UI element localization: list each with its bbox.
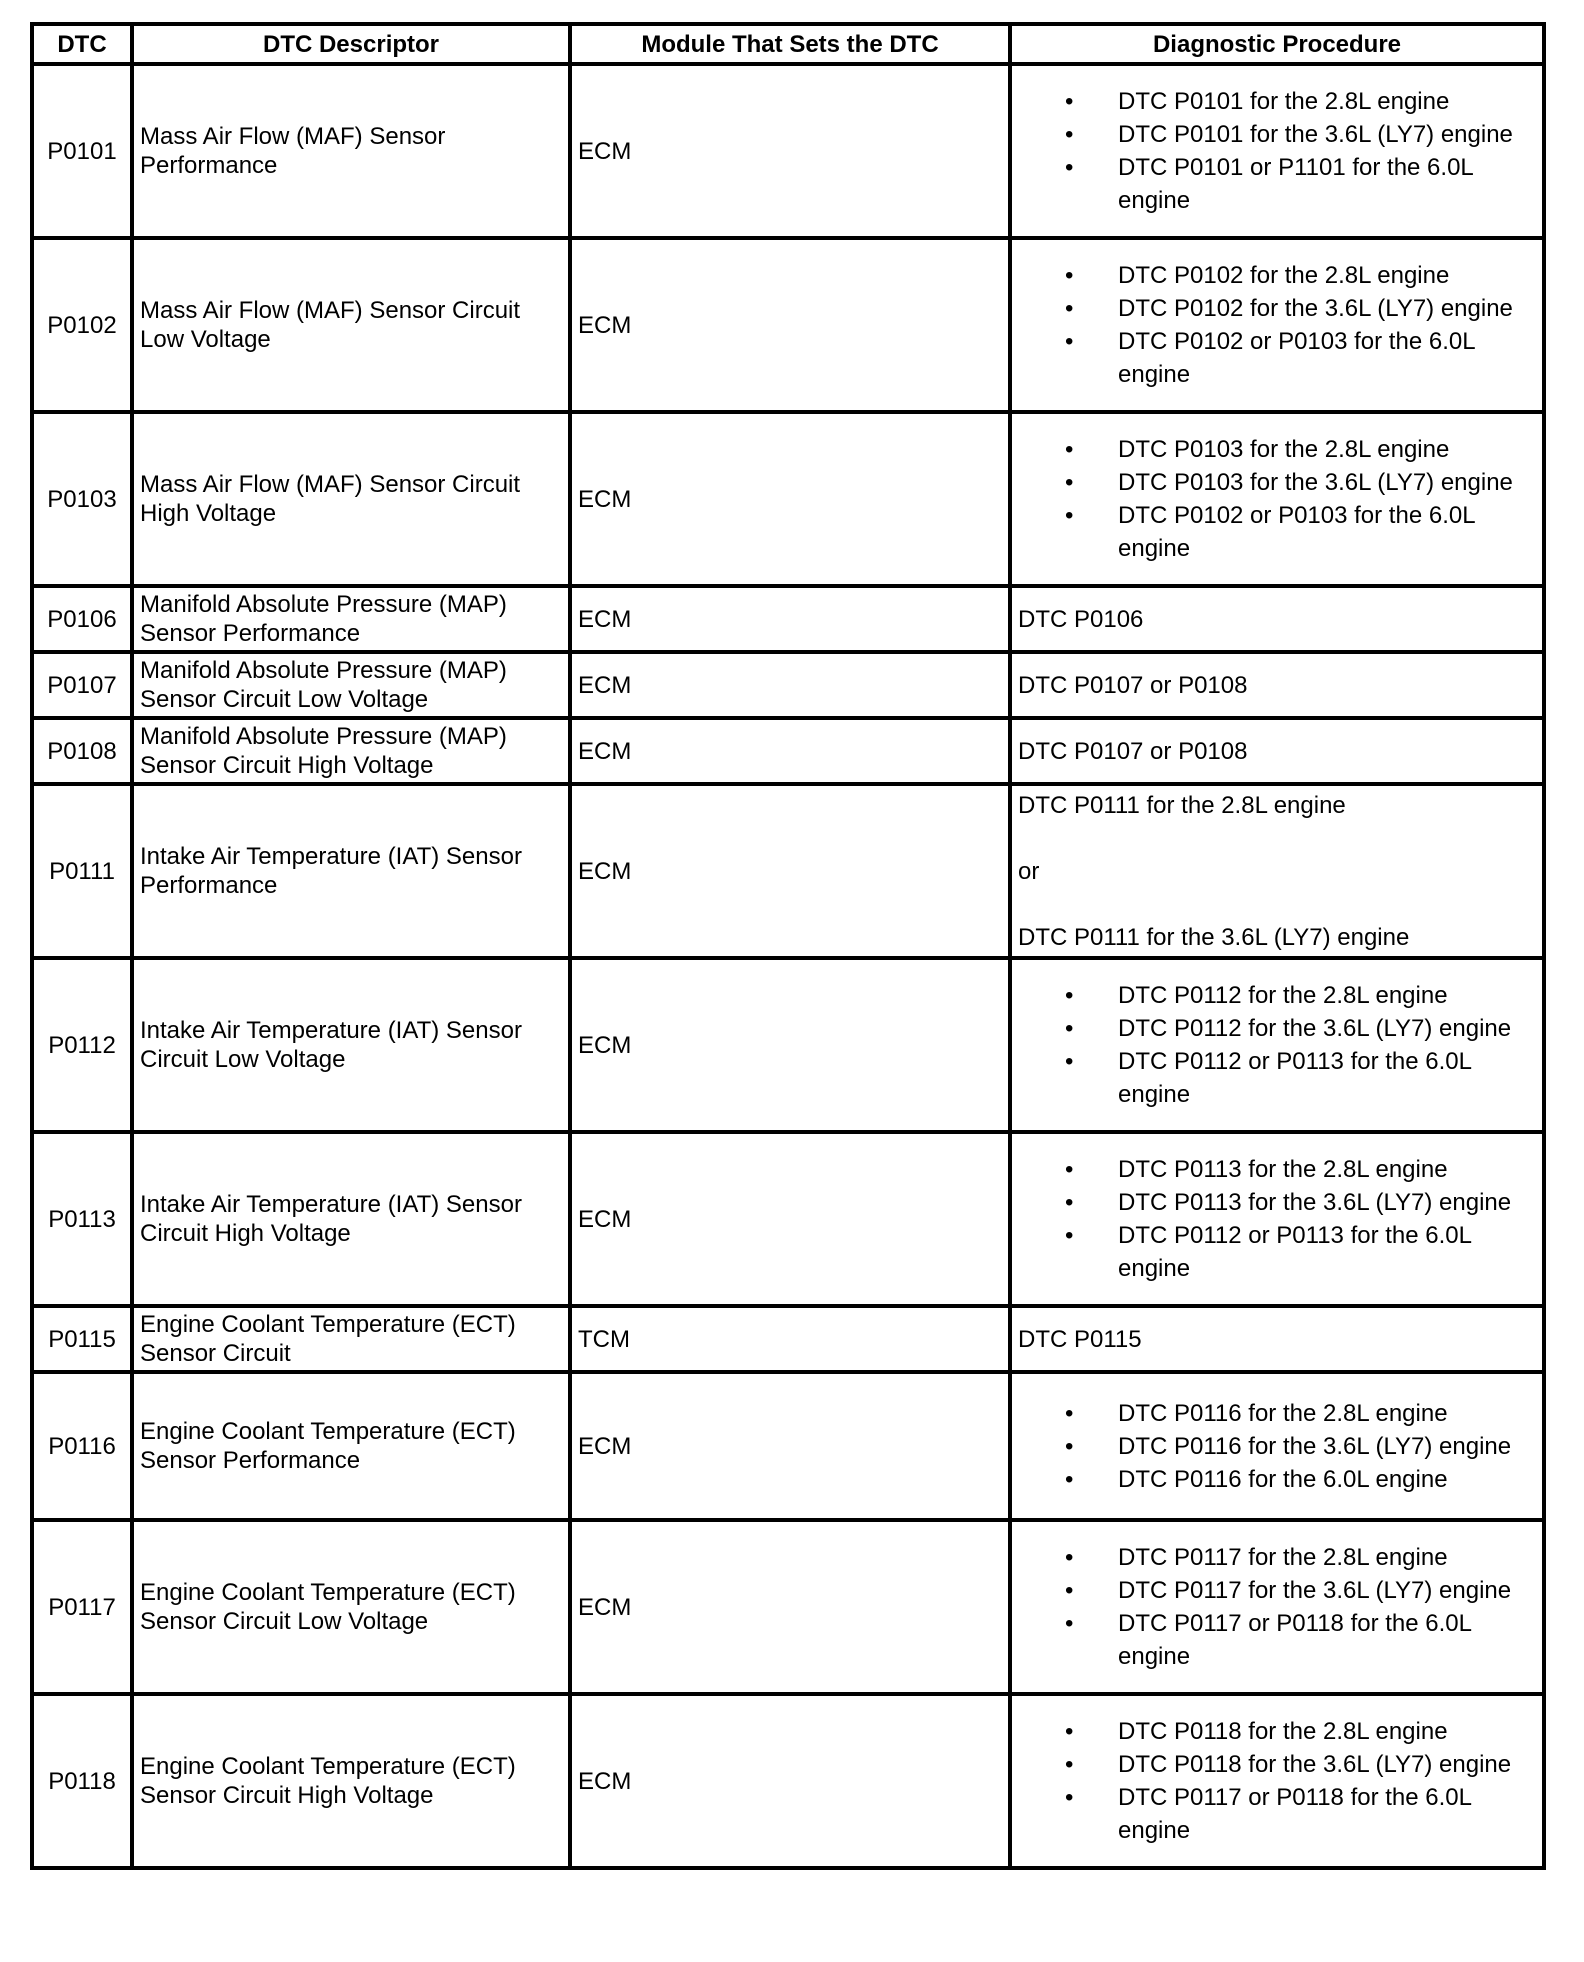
dtc-code: P0103 bbox=[32, 412, 132, 586]
header-module: Module That Sets the DTC bbox=[570, 24, 1010, 64]
procedure-cell bbox=[1010, 784, 1544, 958]
procedure-link[interactable]: • DTC P0102 for the 2.8L engine bbox=[1118, 259, 1536, 292]
table-row bbox=[32, 1372, 1544, 1520]
procedure-link[interactable]: • DTC P0117 or P0118 for the 6.0L engine bbox=[1118, 1607, 1536, 1673]
dtc-code: P0117 bbox=[32, 1520, 132, 1694]
procedure-link[interactable]: • DTC P0118 for the 2.8L engine bbox=[1118, 1715, 1536, 1748]
procedure-cell bbox=[1010, 238, 1544, 412]
dtc-code: P0107 bbox=[32, 652, 132, 718]
dtc-code: P0102 bbox=[32, 238, 132, 412]
procedure-link[interactable]: • DTC P0103 for the 3.6L (LY7) engine bbox=[1118, 466, 1536, 499]
procedure-link[interactable]: • DTC P0117 or P0118 for the 6.0L engine bbox=[1118, 1781, 1536, 1847]
procedure-link[interactable]: • DTC P0102 for the 3.6L (LY7) engine bbox=[1118, 292, 1536, 325]
procedure-cell bbox=[1010, 1372, 1544, 1520]
procedure-link[interactable]: • DTC P0117 for the 3.6L (LY7) engine bbox=[1118, 1574, 1536, 1607]
procedure-link[interactable]: • DTC P0116 for the 2.8L engine bbox=[1118, 1397, 1536, 1430]
dtc-descriptor: Manifold Absolute Pressure (MAP) Sensor Circuit Low Voltage bbox=[132, 652, 570, 718]
module-cell: ECM bbox=[570, 1132, 1010, 1306]
procedure-link[interactable]: • DTC P0101 for the 3.6L (LY7) engine bbox=[1118, 118, 1536, 151]
procedure-cell bbox=[1010, 1306, 1544, 1372]
procedure-cell bbox=[1010, 64, 1544, 238]
table-header-row bbox=[32, 24, 1544, 64]
procedure-list bbox=[1018, 1715, 1536, 1847]
module-cell: ECM bbox=[570, 1372, 1010, 1520]
dtc-code: P0116 bbox=[32, 1372, 132, 1520]
table-row bbox=[32, 1306, 1544, 1372]
procedure-link[interactable]: • DTC P0116 for the 3.6L (LY7) engine bbox=[1118, 1430, 1536, 1463]
procedure-cell bbox=[1010, 958, 1544, 1132]
procedure-link[interactable]: DTC P0107 or P0108 bbox=[1018, 737, 1248, 765]
dtc-code: P0118 bbox=[32, 1694, 132, 1868]
table-row bbox=[32, 718, 1544, 784]
dtc-descriptor: Mass Air Flow (MAF) Sensor Performance bbox=[132, 64, 570, 238]
procedure-link[interactable]: • DTC P0103 for the 2.8L engine bbox=[1118, 433, 1536, 466]
table-row bbox=[32, 1520, 1544, 1694]
dtc-descriptor: Manifold Absolute Pressure (MAP) Sensor Circuit High Voltage bbox=[132, 718, 570, 784]
module-cell: ECM bbox=[570, 652, 1010, 718]
header-diagnostic-procedure: Diagnostic Procedure bbox=[1010, 24, 1544, 64]
procedure-cell bbox=[1010, 412, 1544, 586]
procedure-link[interactable]: DTC P0111 for the 3.6L (LY7) engine bbox=[1018, 923, 1410, 951]
module-cell: ECM bbox=[570, 586, 1010, 652]
procedure-link[interactable]: • DTC P0102 or P0103 for the 6.0L engine bbox=[1118, 499, 1536, 565]
dtc-descriptor: Engine Coolant Temperature (ECT) Sensor Circuit bbox=[132, 1306, 570, 1372]
procedure-link[interactable]: • DTC P0113 for the 2.8L engine bbox=[1118, 1153, 1536, 1186]
table-row bbox=[32, 1132, 1544, 1306]
dtc-descriptor: Engine Coolant Temperature (ECT) Sensor Circuit High Voltage bbox=[132, 1694, 570, 1868]
procedure-link[interactable]: • DTC P0118 for the 3.6L (LY7) engine bbox=[1118, 1748, 1536, 1781]
procedure-cell bbox=[1010, 1520, 1544, 1694]
procedure-link[interactable]: • DTC P0112 for the 3.6L (LY7) engine bbox=[1118, 1012, 1536, 1045]
module-cell: ECM bbox=[570, 1520, 1010, 1694]
module-cell: ECM bbox=[570, 238, 1010, 412]
procedure-list bbox=[1018, 433, 1536, 565]
procedure-list bbox=[1018, 979, 1536, 1111]
dtc-descriptor: Manifold Absolute Pressure (MAP) Sensor Performance bbox=[132, 586, 570, 652]
procedure-link[interactable]: DTC P0107 or P0108 bbox=[1018, 671, 1248, 699]
table-row bbox=[32, 64, 1544, 238]
module-cell: ECM bbox=[570, 718, 1010, 784]
dtc-code: P0106 bbox=[32, 586, 132, 652]
dtc-code: P0108 bbox=[32, 718, 132, 784]
table-row bbox=[32, 1694, 1544, 1868]
procedure-link[interactable]: • DTC P0102 or P0103 for the 6.0L engine bbox=[1118, 325, 1536, 391]
procedure-list bbox=[1018, 85, 1536, 217]
dtc-descriptor: Mass Air Flow (MAF) Sensor Circuit High Voltage bbox=[132, 412, 570, 586]
dtc-descriptor: Intake Air Temperature (IAT) Sensor Circuit Low Voltage bbox=[132, 958, 570, 1132]
procedure-link[interactable]: • DTC P0112 or P0113 for the 6.0L engine bbox=[1118, 1219, 1536, 1285]
dtc-descriptor: Mass Air Flow (MAF) Sensor Circuit Low Voltage bbox=[132, 238, 570, 412]
module-cell: ECM bbox=[570, 958, 1010, 1132]
dtc-code: P0101 bbox=[32, 64, 132, 238]
procedure-list bbox=[1018, 1541, 1536, 1673]
procedure-link[interactable]: DTC P0106 bbox=[1018, 605, 1144, 633]
procedure-list bbox=[1018, 259, 1536, 391]
procedure-cell bbox=[1010, 586, 1544, 652]
module-cell: ECM bbox=[570, 412, 1010, 586]
dtc-descriptor: Engine Coolant Temperature (ECT) Sensor Circuit Low Voltage bbox=[132, 1520, 570, 1694]
procedure-link[interactable]: • DTC P0101 for the 2.8L engine bbox=[1118, 85, 1536, 118]
procedure-link[interactable]: • DTC P0112 for the 2.8L engine bbox=[1118, 979, 1536, 1012]
procedure-list bbox=[1018, 1153, 1536, 1285]
dtc-descriptor: Engine Coolant Temperature (ECT) Sensor Performance bbox=[132, 1372, 570, 1520]
procedure-cell bbox=[1010, 718, 1544, 784]
dtc-code: P0112 bbox=[32, 958, 132, 1132]
table-row bbox=[32, 652, 1544, 718]
procedure-link[interactable]: • DTC P0101 or P1101 for the 6.0L engine bbox=[1118, 151, 1536, 217]
table-row bbox=[32, 784, 1544, 958]
header-dtc-descriptor: DTC Descriptor bbox=[132, 24, 570, 64]
module-cell: ECM bbox=[570, 64, 1010, 238]
procedure-connector: or bbox=[1018, 857, 1040, 885]
module-cell: ECM bbox=[570, 784, 1010, 958]
procedure-cell bbox=[1010, 652, 1544, 718]
module-cell: TCM bbox=[570, 1306, 1010, 1372]
dtc-code: P0111 bbox=[32, 784, 132, 958]
procedure-link[interactable]: DTC P0115 bbox=[1018, 1325, 1142, 1353]
procedure-cell bbox=[1010, 1694, 1544, 1868]
table-row bbox=[32, 412, 1544, 586]
procedure-link[interactable]: • DTC P0113 for the 3.6L (LY7) engine bbox=[1118, 1186, 1536, 1219]
table-row bbox=[32, 958, 1544, 1132]
procedure-link[interactable]: DTC P0111 for the 2.8L engine bbox=[1018, 791, 1346, 819]
procedure-link[interactable]: • DTC P0112 or P0113 for the 6.0L engine bbox=[1118, 1045, 1536, 1111]
dtc-code: P0115 bbox=[32, 1306, 132, 1372]
procedure-cell bbox=[1010, 1132, 1544, 1306]
dtc-descriptor: Intake Air Temperature (IAT) Sensor Performance bbox=[132, 784, 570, 958]
header-dtc: DTC bbox=[32, 24, 132, 64]
table-row bbox=[32, 238, 1544, 412]
procedure-link[interactable]: • DTC P0117 for the 2.8L engine bbox=[1118, 1541, 1536, 1574]
table-row bbox=[32, 586, 1544, 652]
procedure-link[interactable]: • DTC P0116 for the 6.0L engine bbox=[1118, 1463, 1536, 1496]
dtc-descriptor: Intake Air Temperature (IAT) Sensor Circuit High Voltage bbox=[132, 1132, 570, 1306]
dtc-code: P0113 bbox=[32, 1132, 132, 1306]
module-cell: ECM bbox=[570, 1694, 1010, 1868]
procedure-list bbox=[1018, 1397, 1536, 1496]
dtc-table bbox=[30, 22, 1546, 1870]
